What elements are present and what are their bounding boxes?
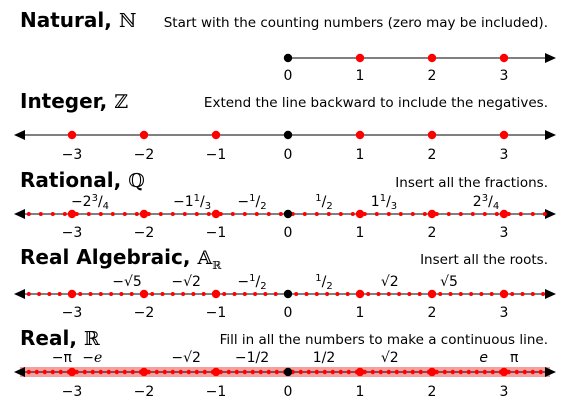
rational-density-dot	[171, 212, 175, 216]
rational-density-dot	[111, 212, 115, 216]
rational-point--3	[68, 210, 76, 218]
real-density-dot	[275, 370, 279, 374]
algebraic-density-dot	[397, 292, 401, 296]
algebraic-tick-label: 3	[499, 305, 509, 321]
algebraic-density-dot	[407, 292, 411, 296]
rational-density-dot	[519, 212, 523, 216]
algebraic-value-label: √2	[380, 274, 399, 290]
integer-arrow-right	[545, 130, 556, 140]
integer-title-text: Integer,	[20, 89, 108, 113]
rational-density-dot	[39, 212, 43, 216]
rational-tick-label: −3	[61, 225, 83, 241]
rational-density-dot	[399, 212, 403, 216]
algebraic-density-dot	[346, 292, 350, 296]
natural-description: Start with the counting numbers (zero may be included).	[163, 15, 548, 31]
integer-point--3	[68, 131, 76, 139]
integer-point-2	[428, 131, 436, 139]
algebraic-density-dot	[325, 292, 329, 296]
integer-tick-label: −2	[133, 147, 155, 163]
natural-point-0	[284, 54, 292, 62]
real-density-dot	[131, 370, 135, 374]
rational-density-dot	[135, 212, 139, 216]
algebraic-point-1	[356, 290, 364, 298]
rational-density-dot	[279, 212, 283, 216]
real-density-dot	[315, 370, 319, 374]
rational-density-dot	[243, 212, 247, 216]
real-arrow-left	[14, 367, 25, 377]
rational-density-dot	[195, 212, 199, 216]
real-description: Fill in all the numbers to make a continuous line.	[219, 332, 548, 348]
real-value-label: −π	[51, 350, 72, 366]
algebraic-density-dot	[161, 292, 165, 296]
natural-tick-label: 0	[283, 68, 293, 84]
real-point-0	[284, 368, 292, 376]
rational-point-3	[500, 210, 508, 218]
rational-value-label: $-2^3/_4$	[70, 193, 110, 212]
algebraic-tick-label: −1	[205, 305, 227, 321]
real-density-dot	[299, 370, 303, 374]
real-density-dot	[443, 370, 447, 374]
real-density-dot	[523, 370, 527, 374]
algebraic-density-dot	[222, 292, 226, 296]
algebraic-density-dot	[418, 292, 422, 296]
real-density-dot	[171, 370, 175, 374]
rational-density-dot	[447, 212, 451, 216]
rational-value-label: $-1^1/_3$	[172, 193, 212, 212]
real-density-dot	[43, 370, 47, 374]
algebraic-density-dot	[37, 292, 41, 296]
algebraic-density-dot	[130, 292, 134, 296]
integer-tick-label: −1	[205, 147, 227, 163]
algebraic-density-dot	[459, 292, 463, 296]
real-density-dot	[27, 370, 31, 374]
algebraic-density-dot	[490, 292, 494, 296]
real-symbol: ℝ	[83, 328, 100, 350]
real-density-dot	[339, 370, 343, 374]
integer-tick-label: 2	[427, 147, 437, 163]
real-arrow-right	[545, 367, 556, 377]
rational-point-0	[284, 210, 292, 218]
algebraic-density-dot	[109, 292, 113, 296]
rational-density-dot	[183, 212, 187, 216]
rational-symbol: ℚ	[128, 170, 145, 192]
integer-symbol: ℤ	[114, 91, 129, 113]
rational-density-dot	[387, 212, 391, 216]
algebraic-point--1	[212, 290, 220, 298]
real-density-dot	[379, 370, 383, 374]
algebraic-point--2	[140, 290, 148, 298]
rational-title-text: Rational,	[20, 168, 122, 192]
algebraic-density-dot	[181, 292, 185, 296]
natural-arrow-right	[545, 53, 556, 63]
rational-density-dot	[423, 212, 427, 216]
natural-tick-label: 3	[499, 68, 509, 84]
rational-density-dot	[315, 212, 319, 216]
algebraic-density-dot	[202, 292, 206, 296]
real-density-dot	[483, 370, 487, 374]
algebraic-arrow-left	[14, 289, 25, 299]
algebraic-arrow-right	[545, 289, 556, 299]
algebraic-density-dot	[47, 292, 51, 296]
real-point--1	[212, 368, 220, 376]
real-density-dot	[91, 370, 95, 374]
algebraic-density-dot	[479, 292, 483, 296]
rational-tick-label: −1	[205, 225, 227, 241]
real-density-dot	[347, 370, 351, 374]
real-density-dot	[419, 370, 423, 374]
algebraic-density-dot	[449, 292, 453, 296]
integer-point-0	[284, 131, 292, 139]
rational-density-dot	[339, 212, 343, 216]
rational-density-dot	[375, 212, 379, 216]
algebraic-tick-label: −3	[61, 305, 83, 321]
rational-description: Insert all the fractions.	[395, 175, 548, 191]
rational-density-dot	[303, 212, 307, 216]
real-density-dot	[163, 370, 167, 374]
algebraic-value-label: −√2	[171, 274, 201, 290]
integer-point-1	[356, 131, 364, 139]
real-density-dot	[387, 370, 391, 374]
real-density-dot	[307, 370, 311, 374]
algebraic-density-dot	[294, 292, 298, 296]
real-density-dot	[467, 370, 471, 374]
real-density-dot	[179, 370, 183, 374]
rational-density-dot	[255, 212, 259, 216]
rational-density-dot	[411, 212, 415, 216]
natural-point-3	[500, 54, 508, 62]
algebraic-density-dot	[366, 292, 370, 296]
rational-point--1	[212, 210, 220, 218]
real-density-dot	[123, 370, 127, 374]
real-density-dot	[411, 370, 415, 374]
rational-density-dot	[27, 212, 31, 216]
integer-point--2	[140, 131, 148, 139]
algebraic-density-dot	[243, 292, 247, 296]
real-tick-label: 2	[427, 384, 437, 400]
rational-tick-label: 3	[499, 225, 509, 241]
real-density-dot	[451, 370, 455, 374]
natural-point-2	[428, 54, 436, 62]
algebraic-point-2	[428, 290, 436, 298]
real-density-dot	[83, 370, 87, 374]
real-density-dot	[195, 370, 199, 374]
rational-density-dot	[483, 212, 487, 216]
rational-tick-label: 0	[283, 225, 293, 241]
algebraic-title-text: Real Algebraic,	[20, 245, 191, 269]
integer-point--1	[212, 131, 220, 139]
real-density-dot	[107, 370, 111, 374]
real-value-label: −e	[82, 350, 103, 366]
algebraic-density-dot	[531, 292, 535, 296]
algebraic-density-dot	[263, 292, 267, 296]
integer-tick-label: 1	[355, 147, 365, 163]
integer-tick-label: 0	[283, 147, 293, 163]
real-point-2	[428, 368, 436, 376]
algebraic-point-0	[284, 290, 292, 298]
real-density-dot	[251, 370, 255, 374]
algebraic-density-dot	[387, 292, 391, 296]
rational-density-dot	[495, 212, 499, 216]
algebraic-density-dot	[521, 292, 525, 296]
algebraic-density-dot	[99, 292, 103, 296]
real-density-dot	[539, 370, 543, 374]
real-tick-label: −2	[133, 384, 155, 400]
algebraic-density-dot	[274, 292, 278, 296]
rational-density-dot	[267, 212, 271, 216]
algebraic-density-dot	[27, 292, 31, 296]
algebraic-density-dot	[150, 292, 154, 296]
rational-point-2	[428, 210, 436, 218]
rational-tick-label: 1	[355, 225, 365, 241]
real-tick-label: 3	[499, 384, 509, 400]
real-density-dot	[491, 370, 495, 374]
algebraic-density-dot	[335, 292, 339, 296]
algebraic-density-dot	[119, 292, 123, 296]
integer-point-3	[500, 131, 508, 139]
rational-density-dot	[123, 212, 127, 216]
rational-density-dot	[543, 212, 547, 216]
rational-density-dot	[531, 212, 535, 216]
rational-value-label: $1^1/_3$	[370, 193, 398, 212]
rational-density-dot	[207, 212, 211, 216]
real-density-dot	[235, 370, 239, 374]
algebraic-density-dot	[305, 292, 309, 296]
algebraic-symbol-subscript: ℝ	[212, 259, 222, 272]
rational-density-dot	[231, 212, 235, 216]
integer-arrow-left	[14, 130, 25, 140]
algebraic-density-dot	[438, 292, 442, 296]
real-point-1	[356, 368, 364, 376]
algebraic-density-dot	[191, 292, 195, 296]
rational-value-label: $2^3/_4$	[472, 193, 500, 212]
algebraic-tick-label: −2	[133, 305, 155, 321]
real-value-label: e	[479, 350, 489, 366]
real-title-text: Real,	[20, 326, 77, 350]
real-density-dot	[227, 370, 231, 374]
algebraic-density-dot	[253, 292, 257, 296]
algebraic-value-label: −√5	[112, 274, 142, 290]
rational-density-dot	[99, 212, 103, 216]
real-density-dot	[323, 370, 327, 374]
real-density-dot	[515, 370, 519, 374]
rational-density-dot	[159, 212, 163, 216]
rational-density-dot	[51, 212, 55, 216]
real-density-dot	[155, 370, 159, 374]
algebraic-density-dot	[377, 292, 381, 296]
rational-tick-label: −2	[133, 225, 155, 241]
real-density-dot	[267, 370, 271, 374]
real-density-dot	[243, 370, 247, 374]
algebraic-density-dot	[78, 292, 82, 296]
rational-point--2	[140, 210, 148, 218]
algebraic-tick-label: 0	[283, 305, 293, 321]
algebraic-description: Insert all the roots.	[420, 252, 548, 268]
algebraic-value-label: $-^1/_2$	[237, 273, 267, 292]
real-density-dot	[331, 370, 335, 374]
real-density-dot	[403, 370, 407, 374]
algebraic-density-dot	[233, 292, 237, 296]
rational-density-dot	[351, 212, 355, 216]
algebraic-density-dot	[89, 292, 93, 296]
real-density-dot	[99, 370, 103, 374]
rational-point-1	[356, 210, 364, 218]
real-density-dot	[459, 370, 463, 374]
real-density-dot	[371, 370, 375, 374]
natural-symbol: ℕ	[118, 10, 137, 32]
algebraic-point--3	[68, 290, 76, 298]
real-density-dot	[475, 370, 479, 374]
real-value-label: 1/2	[312, 350, 336, 366]
rational-value-label: $^1/_2$	[315, 193, 333, 212]
real-density-dot	[59, 370, 63, 374]
algebraic-density-dot	[315, 292, 319, 296]
real-value-label: −√2	[171, 350, 201, 366]
real-density-dot	[35, 370, 39, 374]
natural-point-1	[356, 54, 364, 62]
algebraic-point-3	[500, 290, 508, 298]
algebraic-value-label: √5	[440, 274, 458, 290]
real-tick-label: 0	[283, 384, 293, 400]
integer-tick-label: 3	[499, 147, 509, 163]
algebraic-value-label: $^1/_2$	[315, 273, 333, 292]
rational-density-dot	[63, 212, 67, 216]
real-point--2	[140, 368, 148, 376]
algebraic-density-dot	[469, 292, 473, 296]
rational-density-dot	[459, 212, 463, 216]
algebraic-density-dot	[58, 292, 62, 296]
real-value-label: −1/2	[234, 350, 270, 366]
rational-arrow-left	[14, 209, 25, 219]
rational-density-dot	[327, 212, 331, 216]
real-density-dot	[531, 370, 535, 374]
real-value-label: π	[509, 350, 519, 366]
real-density-dot	[259, 370, 263, 374]
rational-density-dot	[87, 212, 91, 216]
algebraic-density-dot	[171, 292, 175, 296]
real-density-dot	[51, 370, 55, 374]
integer-tick-label: −3	[61, 147, 83, 163]
algebraic-density-dot	[510, 292, 514, 296]
real-density-dot	[187, 370, 191, 374]
real-tick-label: −1	[205, 384, 227, 400]
natural-tick-label: 2	[427, 68, 437, 84]
real-point-3	[500, 368, 508, 376]
algebraic-symbol: 𝔸	[197, 247, 213, 269]
algebraic-tick-label: 2	[427, 305, 437, 321]
real-density-dot	[395, 370, 399, 374]
integer-description: Extend the line backward to include the negatives.	[203, 95, 548, 111]
rational-tick-label: 2	[427, 225, 437, 241]
real-point--3	[68, 368, 76, 376]
natural-tick-label: 1	[355, 68, 365, 84]
natural-title-text: Natural,	[20, 8, 112, 32]
algebraic-density-dot	[541, 292, 545, 296]
real-tick-label: −3	[61, 384, 83, 400]
real-density-dot	[115, 370, 119, 374]
real-density-dot	[203, 370, 207, 374]
rational-density-dot	[471, 212, 475, 216]
real-tick-label: 1	[355, 384, 365, 400]
algebraic-tick-label: 1	[355, 305, 365, 321]
rational-value-label: $-^1/_2$	[237, 193, 267, 212]
real-value-label: √2	[380, 350, 399, 366]
